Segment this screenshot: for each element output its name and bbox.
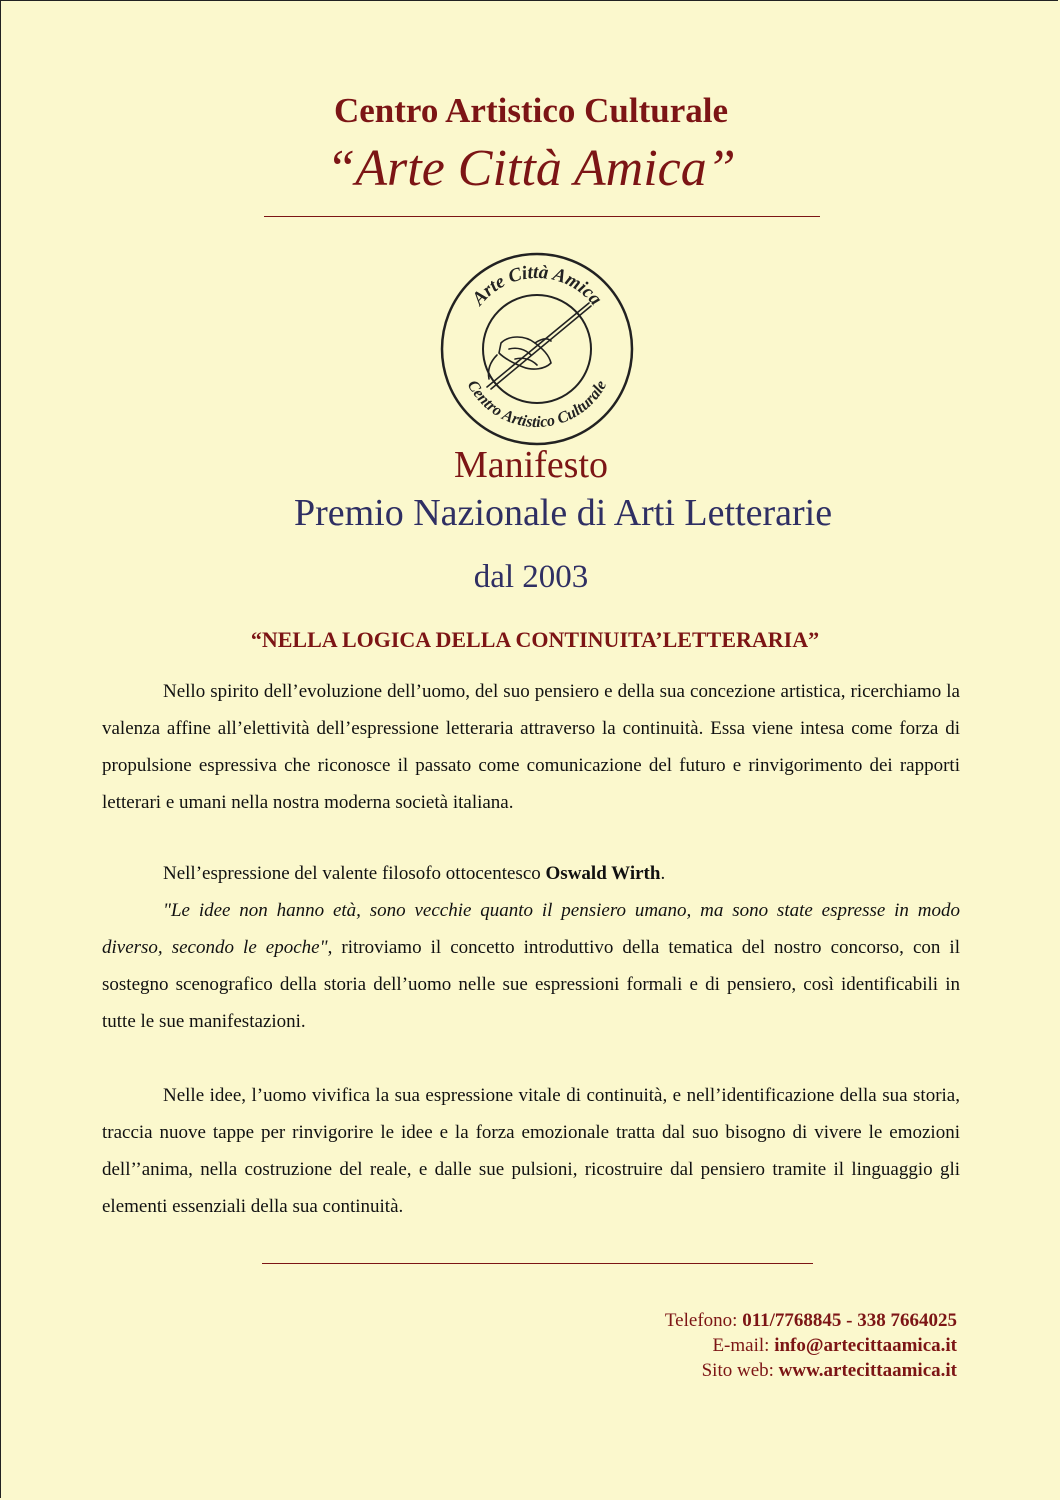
website-url[interactable]: www.artecittaamica.it — [778, 1360, 957, 1381]
footer-divider — [262, 1263, 813, 1264]
website-line — [665, 1358, 957, 1383]
paragraph-philosopher — [102, 855, 960, 892]
philosopher-lead-text: Nell’espressione del valente filosofo ottocentesco — [163, 863, 546, 884]
paragraph-spirit: Nello spirito dell’evoluzione dell’uomo, del suo pensiero e della sua concezione artistica, ricerchiamo la valenza affine all’elettività dell’espressione letteraria attraverso la continuità. Essa viene intesa come forza di propulsione espressiva che riconosce il passato come comunicazione del futuro e rinvigorimento dei rapporti letterari e umani nella nostra moderna società italiana. — [102, 681, 960, 813]
phone-label: Telefono: — [664, 1310, 743, 1331]
since-year: dal 2003 — [473, 559, 589, 595]
email-address[interactable]: info@artecittaamica.it — [774, 1335, 957, 1356]
paragraph-quote — [102, 892, 960, 1040]
organization-name: “Arte Città Amica” — [326, 140, 736, 197]
paragraph-ideas: Nelle idee, l’uomo vivifica la sua espressione vitale di continuità, e nell’identificazione della sua storia, traccia nuove tappe per rinvigorire le idee e la forza emozionale tratta dal suo bisogno di vivere le emozioni dell’’anima, nella costruzione del reale, e dalle sue pulsioni, ricostruire dal pensiero tramite il linguaggio gli elementi essenziali della sua continuità. — [102, 1085, 960, 1217]
philosopher-end: . — [660, 863, 666, 884]
contact-info — [665, 1308, 957, 1383]
logo-bottom-text: Centro Artistico Culturale — [463, 377, 611, 432]
header-divider — [264, 216, 820, 217]
svg-text:Arte Città Amica — [467, 262, 606, 310]
hand-holding-quill-icon — [487, 303, 591, 389]
email-label: E-mail: — [712, 1335, 775, 1356]
quote-commentary: , ritroviamo il concetto introduttivo della tematica del nostro concorso, con il sostegno scenografico della storia dell’uomo nelle sue espressioni formali e di pensiero, così identificabili in tutte le sue manifestazioni. — [102, 937, 960, 1032]
organization-logo — [439, 251, 635, 447]
organization-title: Centro Artistico Culturale — [333, 91, 728, 130]
phone-line — [665, 1308, 957, 1333]
philosopher-name: Oswald Wirth — [545, 863, 661, 884]
svg-text:Centro Artistico Culturale — [464, 378, 611, 432]
email-line — [665, 1333, 957, 1358]
logo-top-text: Arte Città Amica — [468, 261, 607, 310]
motto-heading: “NELLA LOGICA DELLA CONTINUITA’LETTERARIA” — [250, 627, 820, 652]
prize-title: Premio Nazionale di Arti Letterarie — [293, 492, 833, 534]
manifesto-title: Manifesto — [453, 444, 609, 486]
phone-number: 011/7768845 - 338 7664025 — [742, 1310, 957, 1331]
website-label: Sito web: — [701, 1360, 779, 1381]
wirth-quote: "Le idee non hanno età, sono vecchie quanto il pensiero umano, ma sono state espresse in modo diverso, secondo le epoche" — [102, 900, 960, 958]
